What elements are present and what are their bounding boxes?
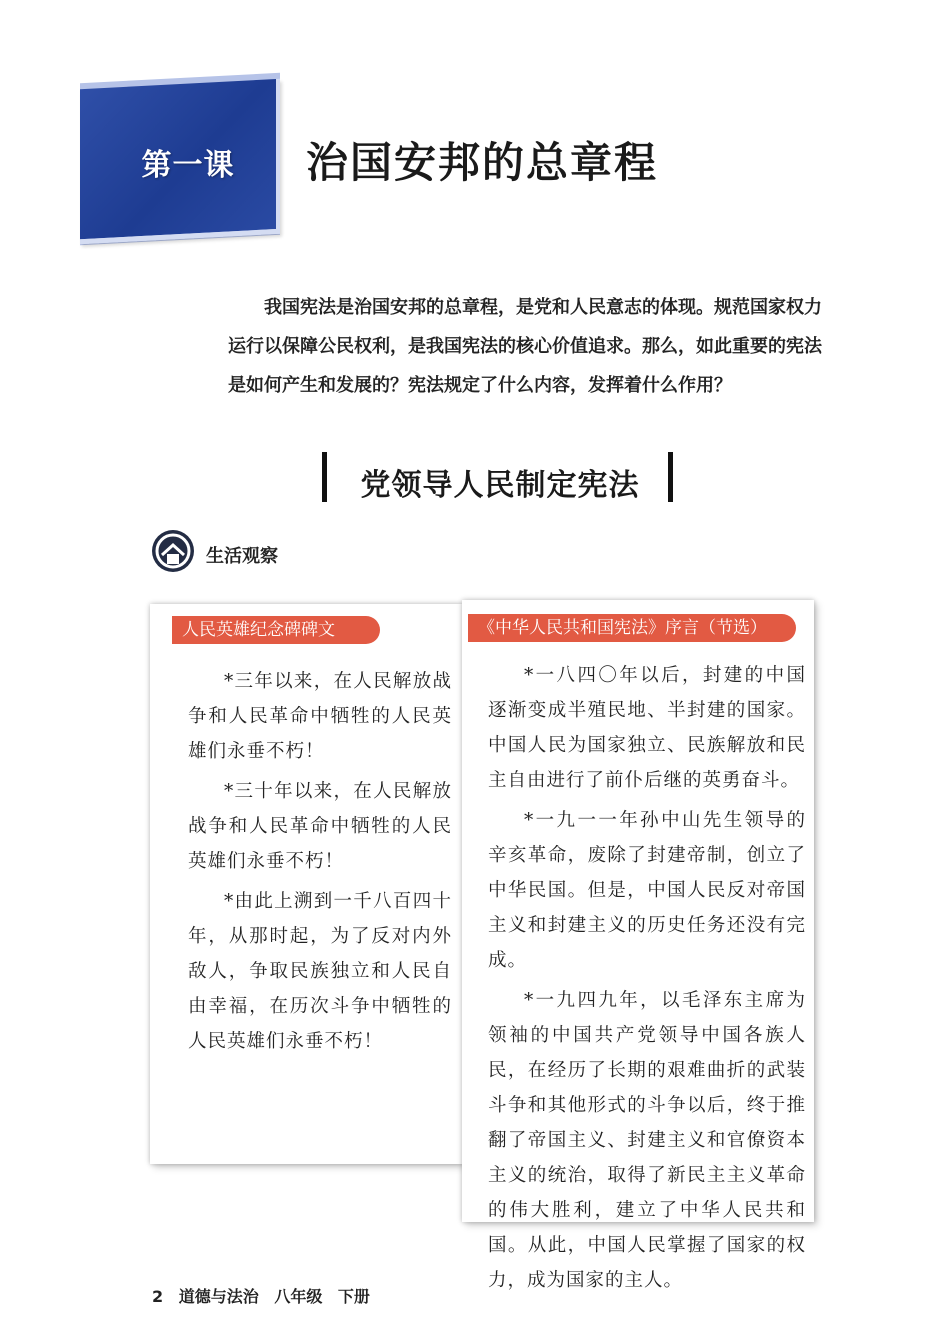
page-number: 2 <box>152 1287 164 1306</box>
lesson-number: 第一课 <box>141 148 235 183</box>
preamble-text <box>488 658 806 1303</box>
page-footer <box>152 1284 380 1307</box>
preamble-paragraph: *一八四〇年以后，封建的中国逐渐变成半殖民地、半封建的国家。中国人民为国家独立、民族解放和民主自由进行了前仆后继的英勇奋斗。 <box>488 665 806 791</box>
observation-icon <box>152 530 194 572</box>
intro-paragraph: 我国宪法是治国安邦的总章程，是党和人民意志的体现。规范国家权力运行以保障公民权利，是我国宪法的核心价值追求。那么，如此重要的宪法是如何产生和发展的？宪法规定了什么内容，发挥着什么作用？ <box>228 297 822 396</box>
section-bar-right <box>668 452 673 502</box>
monument-paragraph: *三年以来，在人民解放战争和人民革命中牺牲的人民英雄们永垂不朽！ <box>188 671 452 762</box>
monument-paragraph: *三十年以来，在人民解放战争和人民革命中牺牲的人民英雄们永垂不朽！ <box>188 781 452 872</box>
book-grade: 八年级 <box>274 1287 323 1306</box>
preamble-paragraph: *一九四九年，以毛泽东主席为领袖的中国共产党领导中国各族人民，在经历了长期的艰难曲折的武装斗争和其他形式的斗争以后，终于推翻了帝国主义、封建主义和官僚资本主义的统治，取得了新民主主义革命的伟大胜利，建立了中华人民共和国。从此，中国人民掌握了国家的权力，成为国家的主人。 <box>488 990 806 1291</box>
observation-label: 生活观察 <box>206 546 278 567</box>
preamble-tag: 《中华人民共和国宪法》序言（节选） <box>468 614 796 642</box>
section-title: 党领导人民制定宪法 <box>360 468 640 503</box>
monument-text <box>188 664 452 1064</box>
book-subject: 道德与法治 <box>178 1287 259 1306</box>
section-bar-left <box>322 452 327 502</box>
preamble-paragraph: *一九一一年孙中山先生领导的辛亥革命，废除了封建帝制，创立了中华民国。但是，中国人民反对帝国主义和封建主义的历史任务还没有完成。 <box>488 810 806 971</box>
monument-paragraph: *由此上溯到一千八百四十年，从那时起，为了反对内外敌人，争取民族独立和人民自由幸福，在历次斗争中牺牲的人民英雄们永垂不朽！ <box>188 891 452 1052</box>
lesson-title: 治国安邦的总章程 <box>306 138 659 187</box>
book-volume: 下册 <box>337 1287 370 1306</box>
monument-tag: 人民英雄纪念碑碑文 <box>172 616 380 644</box>
